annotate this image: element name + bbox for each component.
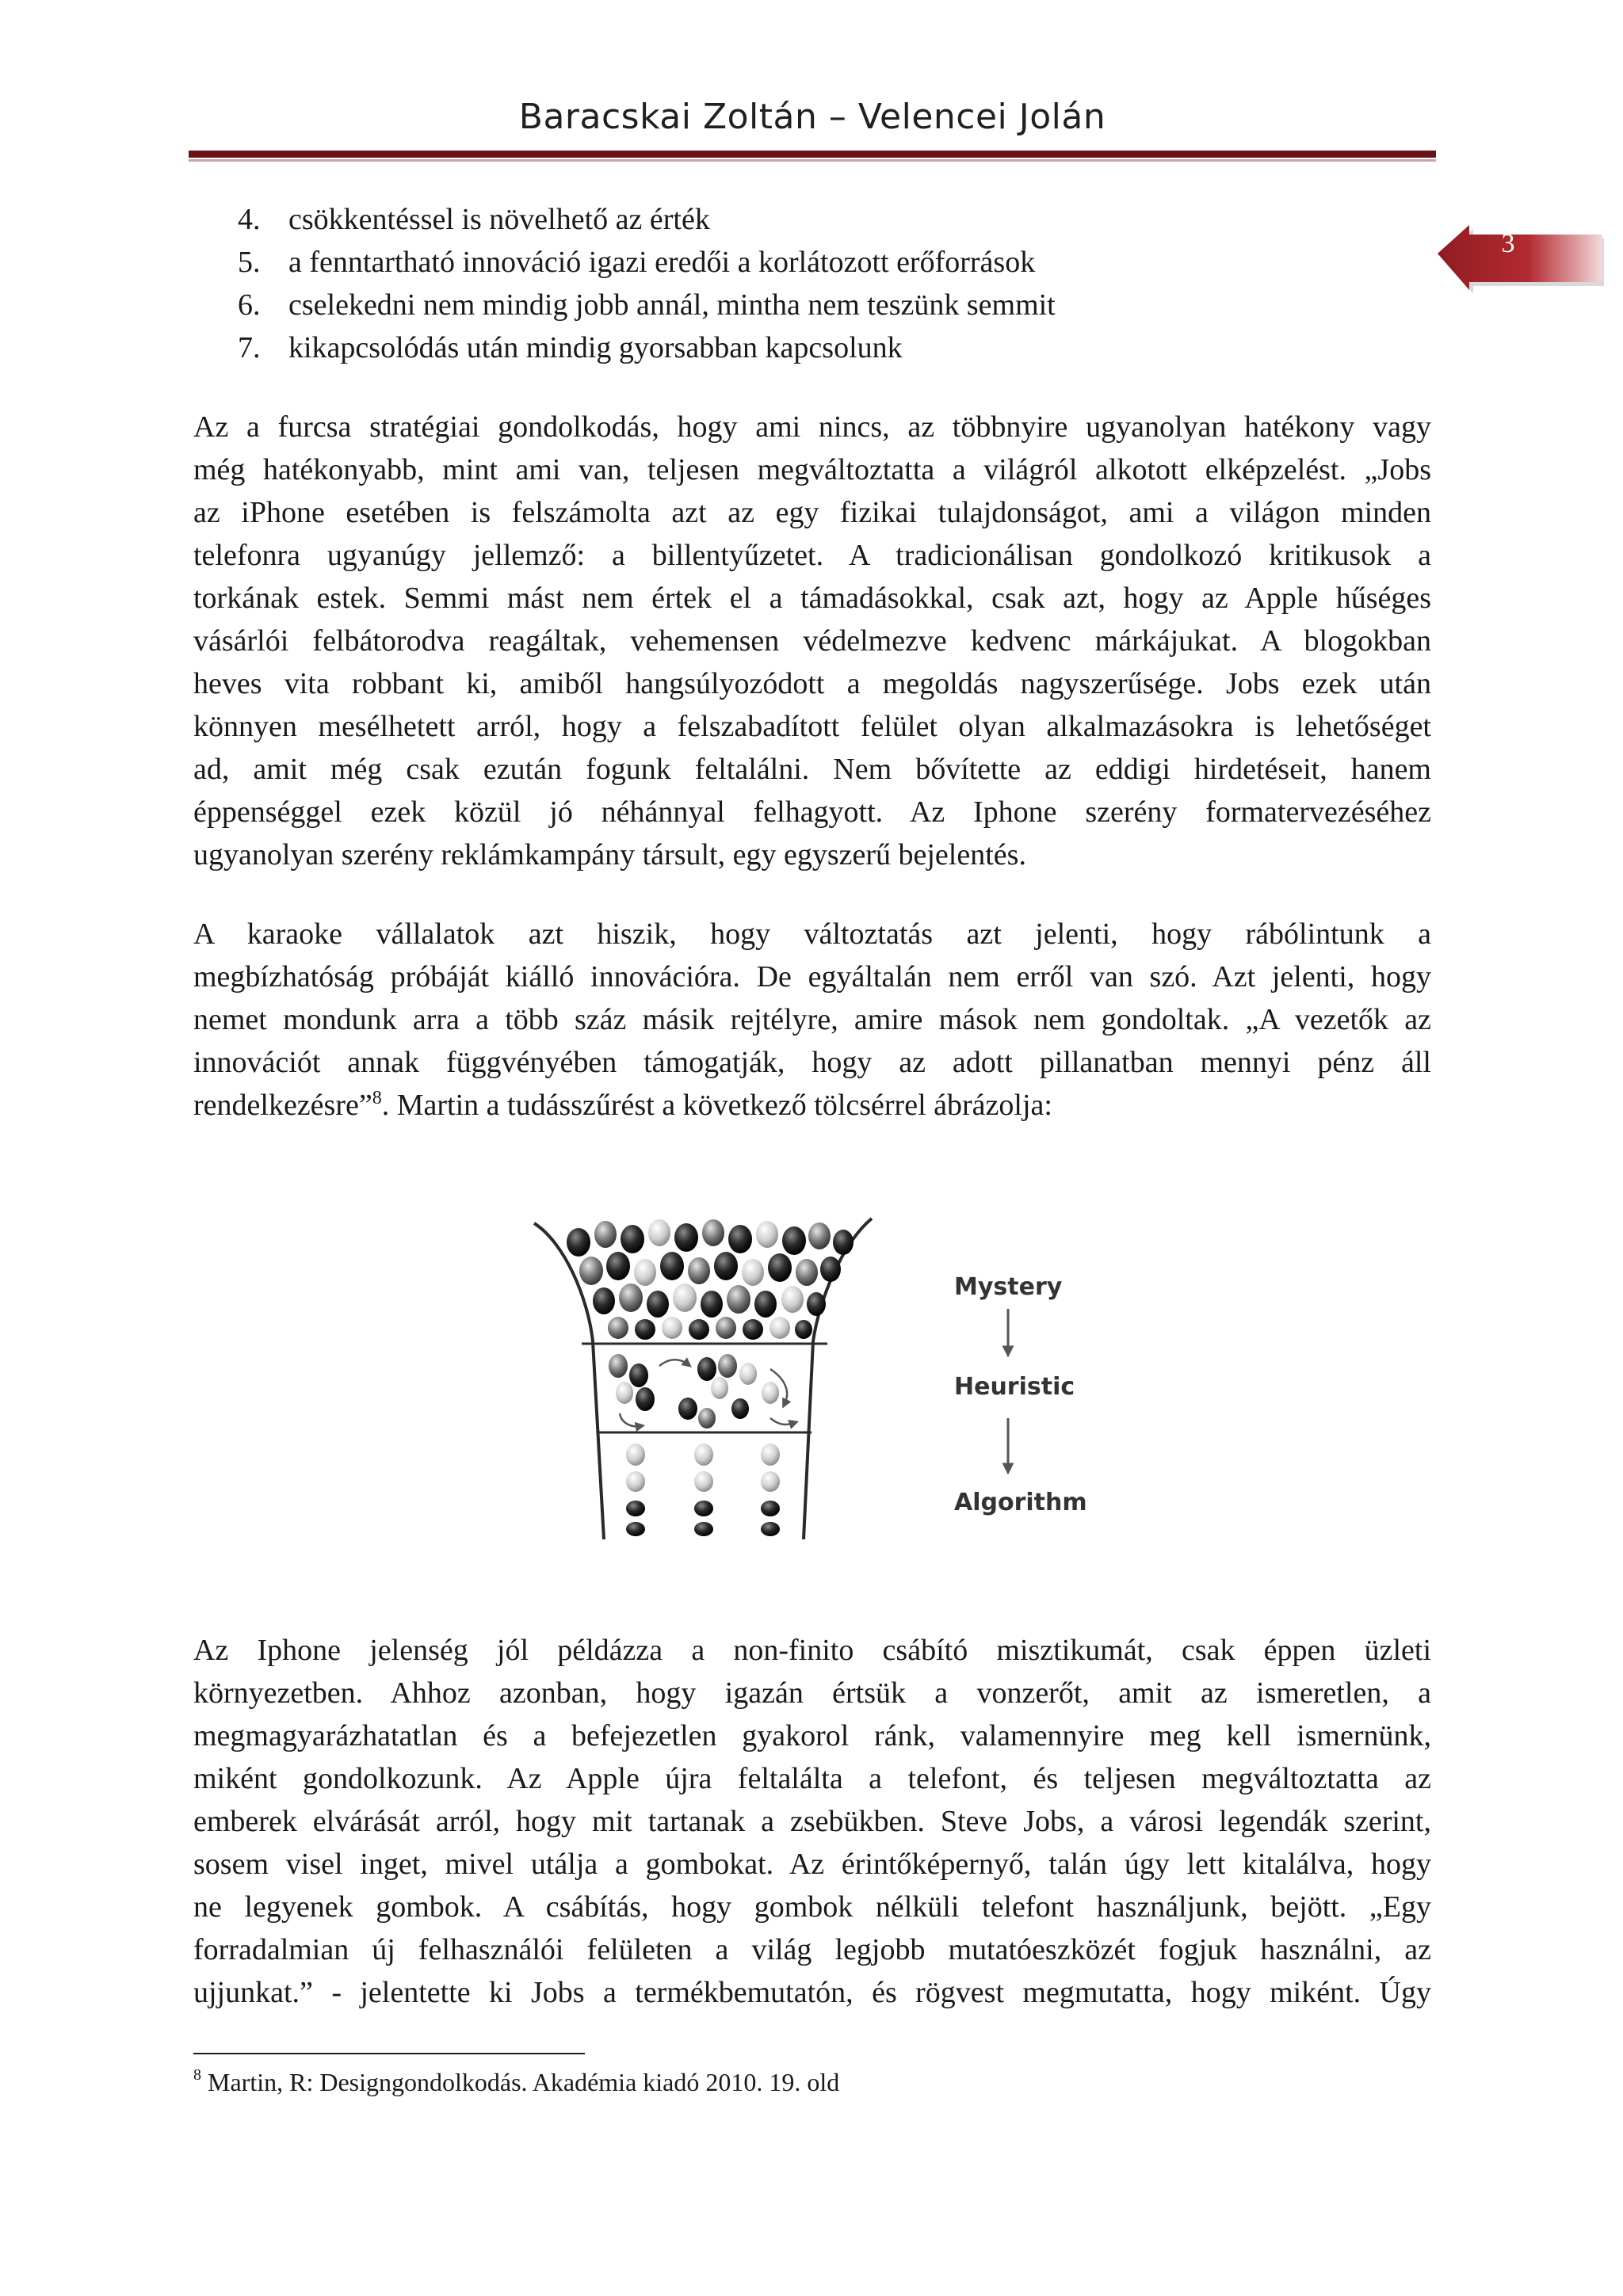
- page-number: 3: [1501, 229, 1515, 258]
- paragraph-iphone-keyboard: Az a furcsa stratégiai gondolkodás, hogy ami nincs, az többnyire ugyanolyan hatékony vagy még hatékonyabb, mint ami van, teljesen megváltoztatta a világról alkotott elképzelést. „Jobs az iPhone esetében is felszámolta azt az egy fizikai tulajdonságot, ami a világon minden telefonra ugyanúgy jellemző: a billentyűzetet. A tradicionálisan gondolkozó kritikusok a torkának estek. Semmi mást nem értek el a támadásokkal, csak azt, hogy az Apple hűséges vásárlói felbátorodva reagáltak, vehemensen védelmezve kedvenc márkájukat. A blogokban heves vita robbant ki, amiből hangsúlyozódott a megoldás nagyszerűsége. Jobs ezek után könnyen mesélhetett arról, hogy a felszabadított felület olyan alkalmazásokra is lehetőséget ad, amit még csak ezután fogunk feltalálni. Nem bővítette az eddigi hirdetéseit, hanem éppenséggel ezek közül jó néhánnyal felhagyott. Az Iphone szerény formatervezéséhez ugyanolyan szerény reklámkampány társult, egy egyszerű bejelentés.: [193, 410, 1431, 871]
- footnote-text: Martin, R: Designgondolkodás. Akadémia kiadó 2010. 19. old: [201, 2068, 840, 2096]
- mystery-balls: [567, 1219, 854, 1340]
- paragraph-non-finito: Az Iphone jelenség jól példázza a non-finito csábító misztikumát, csak éppen üzleti környezetben. Ahhoz azonban, hogy igazán értsük a vonzerőt, amit az ismeretlen, a megmagyarázhatatlan és a befejezetlen gyakorol ránk, valamennyire meg kell ismernünk, miként gondolkozunk. Az Apple újra feltalálta a telefont, és teljesen megváltoztatta az emberek elvárását arról, hogy mit tartanak a zsebükben. Steve Jobs, a városi legendák szerint, sosem visel inget, mivel utálja a gombokat. Az érintőképernyő, talán úgy lett kitalálva, hogy ne legyenek gombok. A csábítás, hogy gombok nélküli telefont használjunk, bejött. „Egy forradalmian új felhasználói felületen a világ legjobb mutatóeszközét fogjuk használni, az ujjunkat.” - jelentette ki Jobs a termékbemutatón, és rögvest megmutatta, hogy miként. Úgy: [193, 1634, 1431, 2009]
- label-algorithm: Algorithm: [954, 1489, 1087, 1516]
- list-item: 6. cselekedni nem mindig jobb annál, mintha nem teszünk semmit: [238, 288, 1056, 322]
- heuristic-balls: [609, 1354, 794, 1428]
- paragraph-karaoke: A karaoke vállalatok azt hiszik, hogy változtatás azt jelenti, hogy rábólintunk a megbízhatóság próbáját kiálló innovációra. De egyáltalán nem erről van szó. Azt jelenti, hogy nemet mondunk arra a több száz másik rejtélyre, amire mások nem gondoltak. „A vezetők az innovációt annak függvényében támogatják, hogy az adott pillanatban mennyi pénz áll rendelkezésre”$^8$. Martin a tudásszűrést a következő tölcsérrel ábrázolja:: [193, 917, 1431, 1122]
- header-rule: [189, 151, 1436, 158]
- footnote-separator: [193, 2053, 585, 2054]
- numbered-list: [238, 198, 1056, 369]
- label-mystery: Mystery: [954, 1273, 1063, 1301]
- label-heuristic: Heuristic: [954, 1373, 1075, 1401]
- list-item: 5. a fenntartható innováció igazi eredői a korlátozott erőforrások: [238, 246, 1036, 279]
- footnote: [193, 2068, 839, 2097]
- footnote-reference[interactable]: 8: [372, 1088, 382, 1108]
- header-rule-shadow: [189, 159, 1436, 162]
- knowledge-funnel-figure: [533, 1211, 1087, 1583]
- list-item: 7. kikapcsolódás után mindig gyorsabban kapcsolunk: [238, 331, 903, 364]
- list-item: 4. csökkentéssel is növelhető az érték: [238, 203, 710, 236]
- page-header-title: Baracskai Zoltán – Velencei Jolán: [518, 97, 1106, 137]
- algorithm-balls: [626, 1444, 780, 1536]
- footnote-mark: 8: [193, 2066, 201, 2084]
